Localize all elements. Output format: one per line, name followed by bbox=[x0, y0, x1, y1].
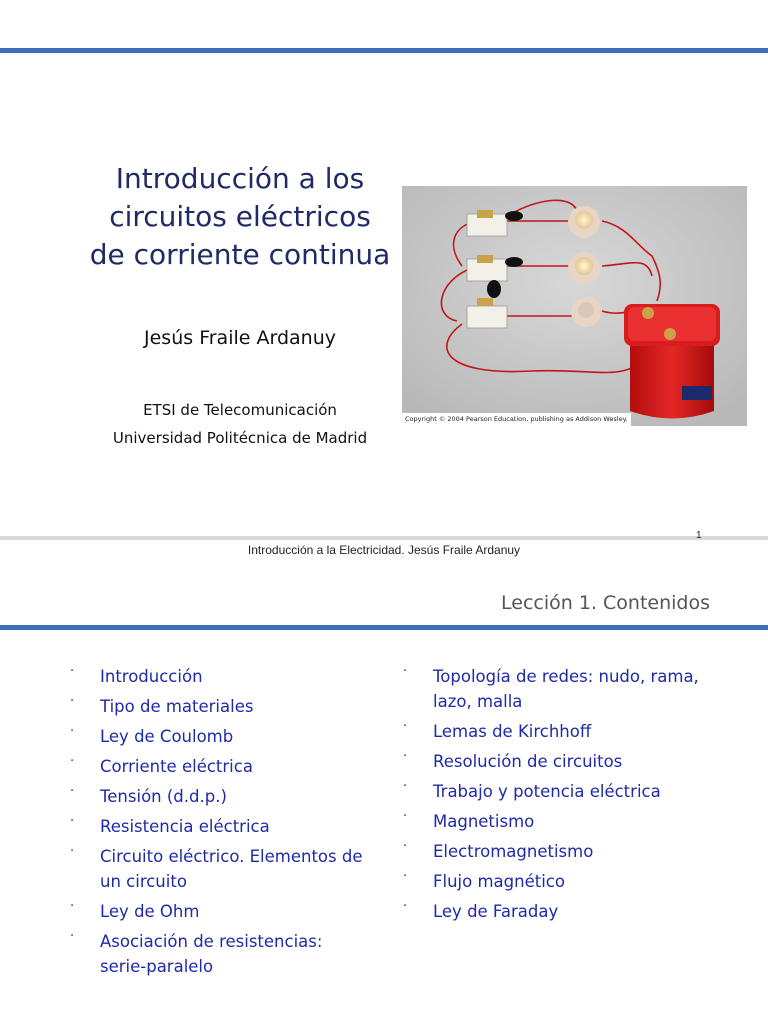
list-item bbox=[403, 664, 703, 714]
bullet-dot: · bbox=[403, 899, 408, 914]
bullet-dot: · bbox=[403, 749, 408, 764]
list-item-label: Tensión (d.d.p.) bbox=[100, 787, 227, 806]
title-line-1: Introducción a los bbox=[115, 162, 365, 195]
institution bbox=[60, 396, 420, 452]
bullet-dot: · bbox=[403, 869, 408, 884]
list-item bbox=[403, 839, 703, 864]
institution-school: ETSI de Telecomunicación bbox=[143, 401, 337, 419]
bullet-dot: · bbox=[403, 839, 408, 854]
bullet-dot: · bbox=[70, 814, 75, 829]
contents-right-column bbox=[403, 664, 703, 929]
list-item bbox=[70, 724, 370, 749]
list-item bbox=[70, 899, 370, 924]
list-item-label: Trabajo y potencia eléctrica bbox=[433, 782, 661, 801]
photo-copyright: Copyright © 2004 Pearson Education, publishing as Addison Wesley. bbox=[402, 413, 631, 426]
circuit-photo bbox=[402, 186, 747, 426]
title-line-2: circuitos eléctricos bbox=[109, 200, 371, 233]
list-item-label: Ley de Ohm bbox=[100, 902, 200, 921]
bullet-dot: · bbox=[70, 664, 75, 679]
list-item-label: Lemas de Kirchhoff bbox=[433, 722, 592, 741]
list-item-label: Resistencia eléctrica bbox=[100, 817, 270, 836]
institution-university: Universidad Politécnica de Madrid bbox=[112, 429, 368, 447]
bulb-1 bbox=[568, 206, 600, 238]
list-item-label: Tipo de materiales bbox=[100, 697, 254, 716]
bullet-dot: · bbox=[403, 809, 408, 824]
lesson-accent-bar bbox=[0, 625, 768, 630]
list-item bbox=[70, 784, 370, 809]
list-item bbox=[403, 869, 703, 894]
list-item-label: Ley de Faraday bbox=[433, 902, 559, 921]
list-item bbox=[70, 844, 370, 894]
list-item-label: Corriente eléctrica bbox=[100, 757, 253, 776]
list-item bbox=[403, 779, 703, 804]
bullet-dot: · bbox=[403, 664, 408, 679]
list-item bbox=[70, 814, 370, 839]
author-name: Jesús Fraile Ardanuy bbox=[144, 327, 336, 349]
bullet-dot: · bbox=[70, 724, 75, 739]
bullet-dot: · bbox=[70, 694, 75, 709]
bullet-dot: · bbox=[403, 719, 408, 734]
list-item bbox=[403, 809, 703, 834]
list-item-label: Introducción bbox=[100, 667, 203, 686]
page-number: 1 bbox=[696, 530, 702, 541]
footer-divider bbox=[0, 536, 768, 540]
top-accent-bar bbox=[0, 48, 768, 53]
battery bbox=[624, 304, 720, 419]
bulb-3 bbox=[571, 297, 601, 327]
list-item bbox=[70, 664, 370, 689]
bullet-dot: · bbox=[403, 779, 408, 794]
list-item-label: Ley de Coulomb bbox=[100, 727, 234, 746]
list-item bbox=[70, 929, 370, 979]
list-item-label: Circuito eléctrico. Elementos de un circuito bbox=[100, 847, 363, 891]
bullet-dot: · bbox=[70, 754, 75, 769]
list-item-label: Magnetismo bbox=[433, 812, 535, 831]
list-item bbox=[403, 749, 703, 774]
list-item bbox=[403, 719, 703, 744]
slide-footer: Introducción a la Electricidad. Jesús Fraile Ardanuy bbox=[247, 543, 521, 557]
slide-title bbox=[60, 160, 420, 274]
list-item bbox=[403, 899, 703, 924]
list-item-label: Topología de redes: nudo, rama, lazo, malla bbox=[433, 667, 699, 711]
bullet-dot: · bbox=[70, 929, 75, 944]
circuit-photo-illustration bbox=[402, 186, 747, 426]
bulb-2 bbox=[568, 252, 600, 284]
contents-left-column bbox=[70, 664, 370, 984]
bullet-dot: · bbox=[70, 784, 75, 799]
bullet-dot: · bbox=[70, 844, 75, 859]
title-line-3: de corriente continua bbox=[89, 238, 391, 271]
list-item-label: Flujo magnético bbox=[433, 872, 565, 891]
list-item-label: Resolución de circuitos bbox=[433, 752, 623, 771]
list-item-label: Electromagnetismo bbox=[433, 842, 594, 861]
list-item-label: Asociación de resistencias: serie-paralelo bbox=[100, 932, 323, 976]
bullet-dot: · bbox=[70, 899, 75, 914]
lesson-title: Lección 1. Contenidos bbox=[501, 592, 710, 614]
list-item bbox=[70, 754, 370, 779]
list-item bbox=[70, 694, 370, 719]
